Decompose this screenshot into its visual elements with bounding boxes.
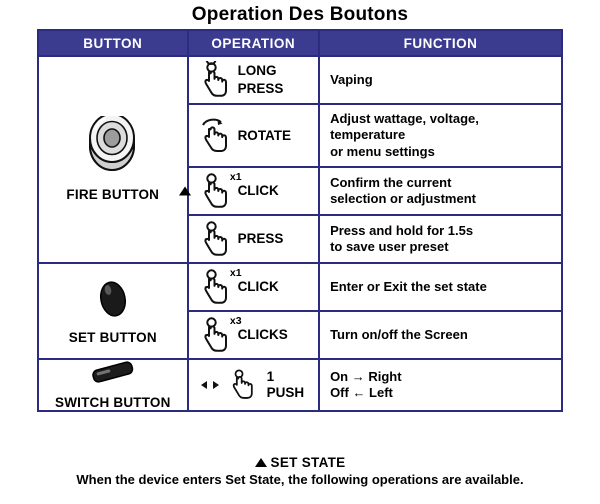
function-cell — [319, 56, 562, 104]
operation-label: CLICKS — [237, 326, 288, 342]
function-text — [320, 105, 561, 166]
function-text: Vaping — [330, 71, 373, 87]
hand-press-icon — [199, 61, 233, 99]
hand-press-icon — [199, 220, 233, 258]
operation-cell — [188, 359, 320, 411]
hand-push-icon — [228, 366, 262, 404]
operation-label — [238, 62, 284, 98]
page-title: Operation Des Boutons — [191, 4, 409, 25]
triangle-up-icon — [255, 458, 267, 467]
header-operation: OPERATION — [188, 30, 320, 56]
function-text-line2: temperature — [330, 127, 406, 143]
arrow-left-right-icon — [199, 378, 221, 392]
function-text-line3: or menu settings — [330, 143, 435, 159]
table-row — [38, 56, 562, 104]
set-state-description: When the device enters Set State, the following operations are available. — [76, 472, 524, 487]
switch-button-icon — [39, 360, 187, 391]
fire-button-label: FIRE BUTTON — [66, 187, 160, 203]
function-text: Enter or Exit the set state — [330, 278, 487, 294]
function-text: Turn on/off the Screen — [330, 326, 468, 342]
operation-label: ROTATE — [237, 127, 292, 143]
operation-cell — [188, 311, 320, 359]
function-text — [320, 363, 561, 408]
function-cell — [319, 311, 562, 359]
table-row — [38, 263, 562, 311]
hand-click-icon — [199, 266, 242, 306]
function-text-line1: Confirm the current — [330, 174, 452, 190]
operation-cell — [188, 263, 320, 311]
function-text — [320, 217, 561, 262]
function-cell — [319, 167, 562, 215]
switch-button-label: SWITCH BUTTON — [54, 394, 171, 410]
set-state-arrow-icon — [179, 186, 191, 195]
push-direction-icons — [199, 378, 221, 392]
operation-cell — [188, 167, 320, 215]
click-count-badge: x1 — [229, 266, 242, 279]
set-state-heading — [0, 455, 600, 470]
operation-label: CLICK — [237, 278, 279, 294]
operation-cell — [188, 215, 320, 263]
operations-table — [37, 29, 563, 412]
function-cell — [319, 263, 562, 311]
hand-rotate-icon — [199, 116, 233, 154]
fire-button-cell — [38, 56, 188, 263]
footer-note — [0, 455, 600, 487]
function-text-line2: to save user preset — [330, 238, 449, 254]
function-text-line2: selection or adjustment — [330, 190, 476, 206]
hand-click-icon — [199, 170, 242, 210]
fire-button-icon — [39, 116, 187, 183]
operation-label-line1: LONG — [237, 62, 277, 78]
table-row — [38, 359, 562, 411]
function-cell — [319, 359, 562, 411]
table-header-row — [38, 30, 562, 56]
click-count-badge: x1 — [229, 170, 242, 183]
operation-label: PRESS — [237, 230, 284, 246]
hand-click-icon — [199, 314, 242, 354]
function-cell — [319, 104, 562, 167]
header-button: BUTTON — [38, 30, 188, 56]
set-button-cell — [38, 263, 188, 359]
set-button-icon — [39, 277, 187, 326]
operation-label: CLICK — [237, 182, 279, 198]
function-cell — [319, 215, 562, 263]
function-text-line1: Press and hold for 1.5s — [330, 222, 474, 238]
click-count-badge: x3 — [229, 314, 242, 327]
function-text — [320, 169, 561, 214]
operation-label: 1 PUSH — [266, 369, 305, 400]
switch-button-cell — [38, 359, 188, 411]
function-text-line2: Off ← Left — [330, 384, 393, 400]
header-function: FUNCTION — [319, 30, 562, 56]
set-button-label: SET BUTTON — [68, 329, 157, 345]
operation-label-line2: PRESS — [237, 81, 284, 96]
operation-cell — [188, 56, 320, 104]
function-text-line1: Adjust wattage, voltage, — [330, 111, 479, 126]
operation-cell — [188, 104, 320, 167]
set-state-heading-text: SET STATE — [270, 455, 346, 470]
operations-table-wrapper — [37, 29, 563, 412]
function-text-line1: On → Right — [330, 368, 402, 384]
